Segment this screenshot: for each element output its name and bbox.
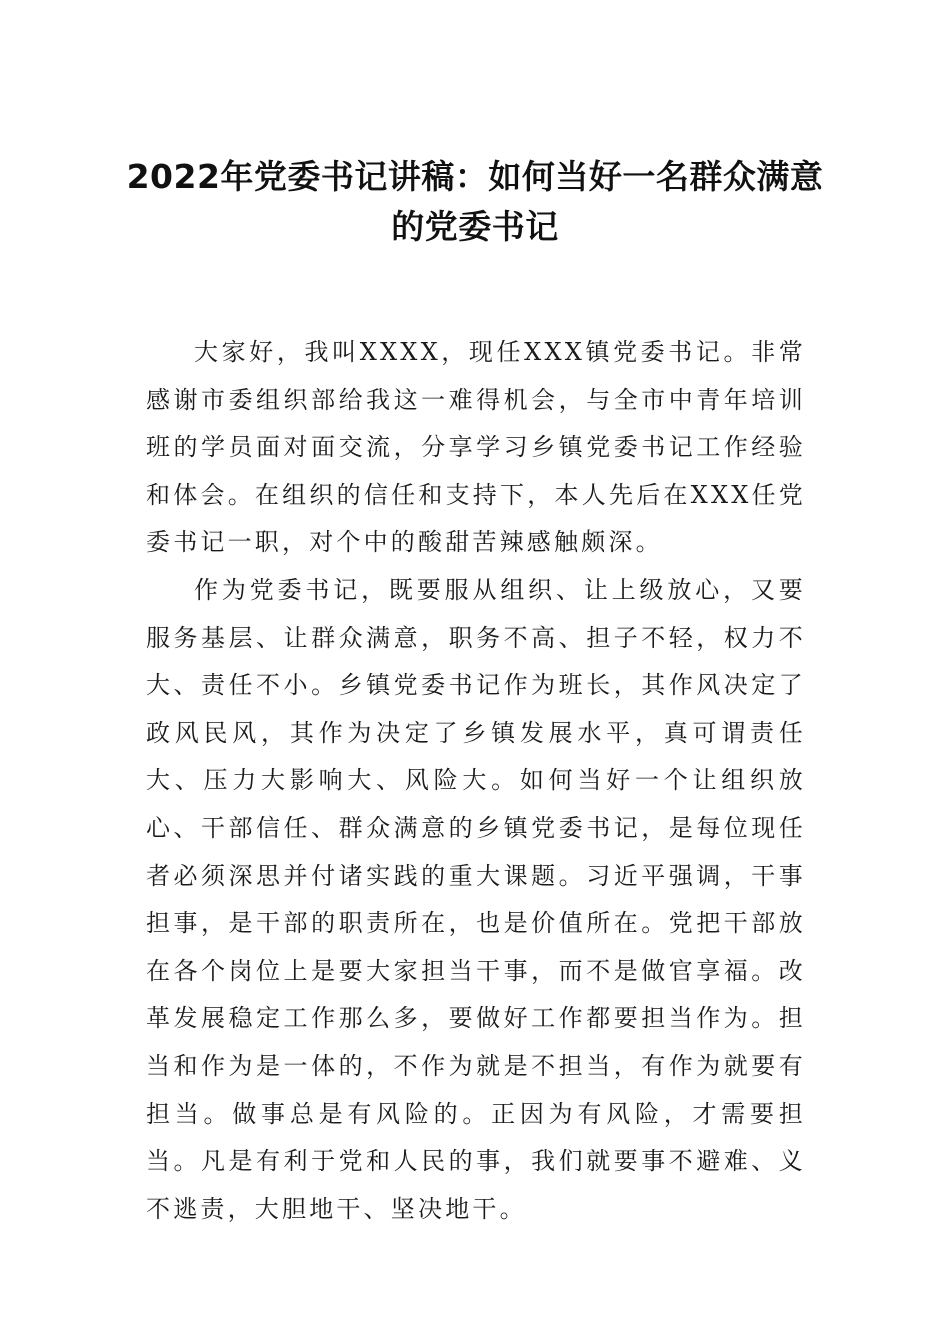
document-title: 2022年党委书记讲稿：如何当好一名群众满意的党委书记: [126, 157, 824, 246]
document-body: [146, 329, 806, 1233]
paragraph-intro: 大家好，我叫XXXX，现任XXX镇党委书记。非常感谢市委组织部给我这一难得机会，与全市中青年培训班的学员面对面交流，分享学习乡镇党委书记工作经验和体会。在组织的信任和支持下，本人先后在XXX任党委书记一职，对个中的酸甜苦辣感触颇深。: [146, 338, 806, 557]
paragraph-responsibility: 作为党委书记，既要服从组织、让上级放心，又要服务基层、让群众满意，职务不高、担子不轻，权力不大、责任不小。乡镇党委书记作为班长，其作风决定了政风民风，其作为决定了乡镇发展水平，真可谓责任大、压力大影响大、风险大。如何当好一个让组织放心、干部信任、群众满意的乡镇党委书记，是每位现任者必须深思并付诸实践的重大课题。习近平强调，干事担事，是干部的职责所在，也是价值所在。党把干部放在各个岗位上是要大家担当干事，而不是做官享福。改革发展稳定工作那么多，要做好工作都要担当作为。担当和作为是一体的，不作为就是不担当，有作为就要有担当。做事总是有风险的。正因为有风险，才需要担当。凡是有利于党和人民的事，我们就要事不避难、义不逃责，大胆地干、坚决地干。: [146, 575, 806, 1223]
